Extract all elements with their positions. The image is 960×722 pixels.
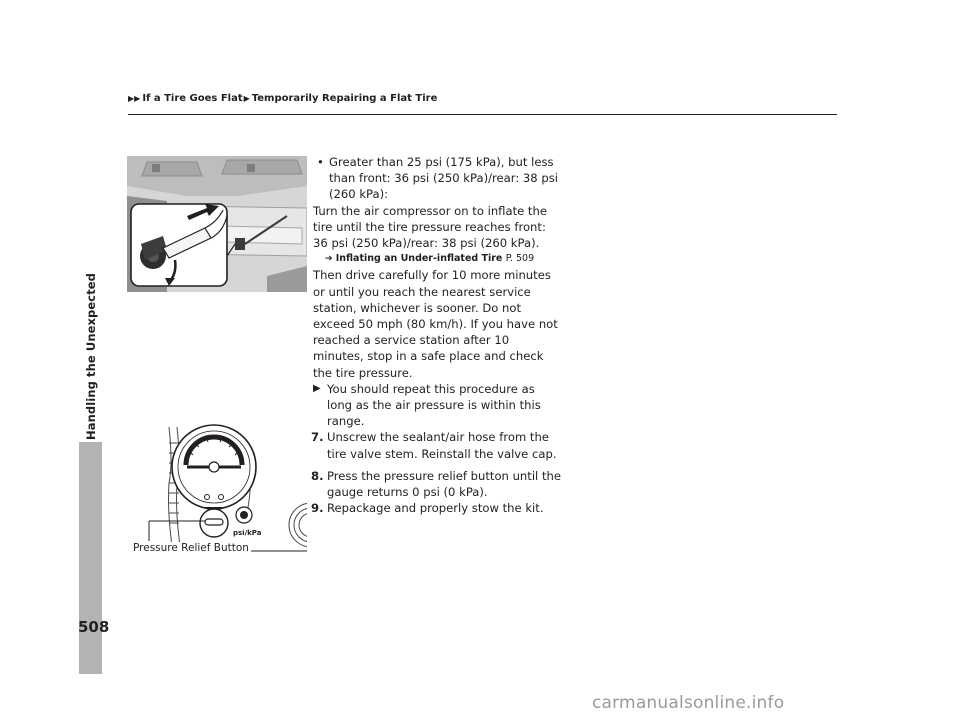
- step-text: Repackage and properly stow the kit.: [327, 501, 544, 516]
- paragraph-inflate: Turn the air compressor on to inflate the tire until the tire pressure reaches front: 36 psi (250 kPa)/rear: 38 psi (260 kPa).: [313, 203, 547, 251]
- compressor-hose-illustration-icon: [127, 156, 307, 292]
- step-text: Press the pressure relief button until the gauge returns 0 psi (0 kPa).: [327, 468, 561, 500]
- figure-caption: Pressure Relief Button: [133, 542, 249, 554]
- note-text: You should repeat this procedure as long as the air pressure is within this range.: [327, 381, 541, 429]
- svg-text:psi/kPa: psi/kPa: [233, 529, 262, 537]
- compressor-hose-figure: [127, 156, 307, 292]
- breadcrumb-item-1[interactable]: If a Tire Goes Flat: [142, 93, 243, 104]
- step-number: 9.: [311, 501, 324, 516]
- ref-page: P. 509: [505, 253, 535, 265]
- pressure-gauge-illustration-icon: [127, 423, 307, 557]
- bullet-item: • Greater than 25 psi (175 kPa), but less than front: 36 psi (250 kPa)/rear: 38 psi (260 kPa):: [313, 154, 563, 203]
- step-item: [313, 468, 563, 500]
- paragraph-drive: Then drive carefully for 10 more minutes or until you reach the nearest service station, whichever is sooner. Do not exceed 50 mph (80 km/h). If you have not reached a service station after 10 minutes, stop in a safe place and check the tire pressure.: [313, 268, 558, 380]
- header-rule: [128, 114, 837, 115]
- step-text: Unscrew the sealant/air hose from the tire valve stem. Reinstall the valve cap.: [327, 430, 557, 461]
- sidebar-color-block: [79, 442, 102, 674]
- note-item: [313, 381, 563, 430]
- ref-title: Inflating an Under-inflated Tire: [335, 253, 503, 265]
- breadcrumb-arrow-icon: ▶: [243, 94, 250, 103]
- step-item: [313, 429, 563, 461]
- breadcrumb: [128, 93, 437, 104]
- cross-reference-link[interactable]: [313, 251, 563, 267]
- instruction-content: [313, 154, 563, 516]
- step-number: 8.: [311, 468, 324, 483]
- sidebar-section-label: Handling the Unexpected: [84, 272, 98, 440]
- breadcrumb-item-2[interactable]: Temporarily Repairing a Flat Tire: [251, 93, 438, 104]
- note-arrow-icon: ▶: [313, 382, 321, 394]
- pressure-gauge-figure: [127, 423, 307, 557]
- step-number: 7.: [311, 430, 324, 445]
- ref-arrow-icon: ➔: [325, 254, 336, 265]
- step-item: [313, 500, 563, 516]
- page-number: 508: [78, 618, 110, 636]
- watermark: carmanualsonline.info: [592, 693, 785, 713]
- breadcrumb-arrow-icon: ▶▶: [128, 94, 141, 103]
